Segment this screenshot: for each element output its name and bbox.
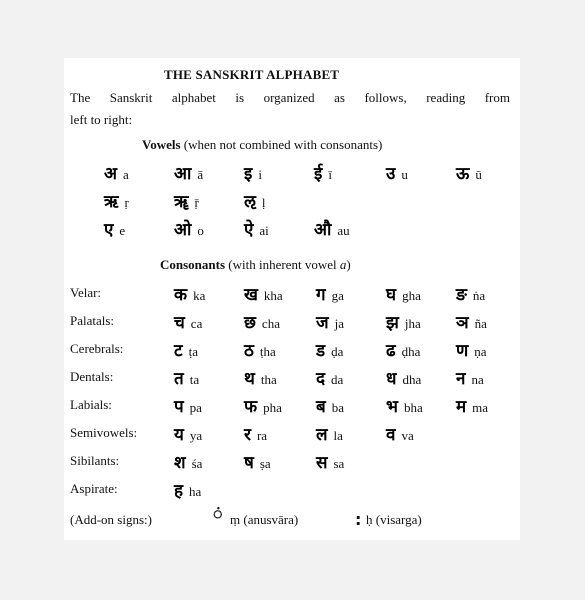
consonant-devanagari: ड <box>316 341 326 361</box>
consonants-heading-rest: (with inherent vowel <box>225 257 340 272</box>
consonant-devanagari: र <box>244 425 251 445</box>
consonants-heading-bold: Consonants <box>160 257 226 272</box>
vowel-transliteration: ṝ <box>194 195 199 210</box>
vowel-devanagari: ॠ <box>174 192 189 212</box>
page-title: THE SANSKRIT ALPHABET <box>164 67 340 82</box>
vowel-devanagari: ओ <box>174 220 192 240</box>
vowel-pair <box>386 161 408 184</box>
consonant-devanagari: ग <box>316 285 326 305</box>
consonant-devanagari: ण <box>456 341 469 361</box>
consonant-row <box>64 366 520 394</box>
vowel-pair <box>174 161 203 184</box>
consonant-pair <box>316 310 344 333</box>
vowel-transliteration: a <box>123 167 129 182</box>
consonant-transliteration: ra <box>256 428 268 443</box>
consonant-row <box>64 310 520 338</box>
vowel-devanagari: अ <box>104 164 117 184</box>
consonant-devanagari: श <box>174 453 186 473</box>
anusvara-text: ṃ (anusvāra) <box>230 512 299 527</box>
vowel-devanagari: ई <box>314 164 323 184</box>
consonant-transliteration: ṭha <box>259 344 276 359</box>
consonant-row <box>64 338 520 366</box>
vowel-transliteration: au <box>337 223 350 238</box>
consonant-transliteration: ṭa <box>188 344 198 359</box>
vowels-heading <box>142 137 382 153</box>
consonant-transliteration: bha <box>403 400 423 415</box>
vowel-pair <box>174 189 199 212</box>
consonant-devanagari: द <box>316 369 326 389</box>
consonant-devanagari: छ <box>244 313 256 333</box>
vowel-transliteration: e <box>119 223 126 238</box>
consonant-devanagari: ञ <box>456 313 469 333</box>
consonant-transliteration: da <box>331 372 344 387</box>
consonant-pair <box>316 366 343 389</box>
vowel-devanagari: ऌ <box>244 192 256 212</box>
consonant-pair <box>174 366 199 389</box>
consonant-row <box>64 394 520 422</box>
vowel-devanagari: औ <box>314 220 332 240</box>
vowel-transliteration: ḷ <box>261 195 266 210</box>
consonant-devanagari: ज <box>316 313 329 333</box>
vowel-devanagari: उ <box>386 164 396 184</box>
vowel-row <box>64 189 520 215</box>
vowel-transliteration: i <box>258 167 262 182</box>
vowel-pair <box>314 161 332 184</box>
consonant-pair <box>174 282 205 305</box>
consonant-transliteration: ña <box>474 316 487 331</box>
consonant-devanagari: ब <box>316 397 326 417</box>
consonant-transliteration: ḍa <box>331 344 344 359</box>
consonant-transliteration: ca <box>190 316 203 331</box>
consonant-transliteration: ṣa <box>259 456 271 471</box>
consonant-category: Dentals: <box>70 369 114 384</box>
consonant-transliteration: ḍha <box>401 344 421 359</box>
consonant-pair <box>174 310 202 333</box>
consonant-pair <box>316 338 343 361</box>
vowel-devanagari: आ <box>174 164 192 184</box>
consonant-pair <box>174 478 201 501</box>
vowel-pair <box>104 217 125 240</box>
consonant-pair <box>316 450 344 473</box>
consonant-transliteration: tha <box>260 372 277 387</box>
consonant-pair <box>386 422 414 445</box>
consonant-category: Aspirate: <box>70 481 118 496</box>
consonant-devanagari: प <box>174 397 184 417</box>
consonant-row <box>64 282 520 310</box>
consonant-pair <box>174 450 202 473</box>
consonant-devanagari: स <box>316 453 328 473</box>
vowel-transliteration: ū <box>475 167 482 182</box>
vowel-devanagari: ऐ <box>244 220 254 240</box>
consonant-devanagari: घ <box>386 285 397 305</box>
consonant-transliteration: va <box>401 428 414 443</box>
consonant-devanagari: ङ <box>456 285 467 305</box>
consonant-devanagari: थ <box>244 369 255 389</box>
consonant-transliteration: kha <box>263 288 283 303</box>
visarga-text: ḥ (visarga) <box>366 512 422 527</box>
consonant-pair <box>386 310 421 333</box>
consonant-devanagari: क <box>174 285 188 305</box>
consonant-category: Velar: <box>70 285 102 300</box>
vowel-pair <box>244 189 266 212</box>
consonant-devanagari: ख <box>244 285 258 305</box>
vowel-devanagari: ए <box>104 220 114 240</box>
consonant-transliteration: sa <box>333 456 345 471</box>
vowel-transliteration: ī <box>328 167 332 182</box>
consonant-pair <box>386 366 421 389</box>
consonant-transliteration: ha <box>189 484 202 499</box>
consonant-devanagari: व <box>386 425 396 445</box>
consonant-pair <box>244 422 267 445</box>
consonant-devanagari: ध <box>386 369 397 389</box>
consonant-pair <box>244 310 280 333</box>
consonant-devanagari: ढ <box>386 341 396 361</box>
consonant-devanagari: न <box>456 369 466 389</box>
consonant-transliteration: ja <box>334 316 345 331</box>
vowel-transliteration: ā <box>197 167 204 182</box>
consonant-pair <box>316 394 344 417</box>
consonants-heading-end: ) <box>346 257 351 272</box>
visarga-sign: : <box>355 510 362 529</box>
anusvara-sign: ं <box>213 504 223 523</box>
vowel-devanagari: ऋ <box>104 192 119 212</box>
consonant-category: Palatals: <box>70 313 115 328</box>
consonant-transliteration: ga <box>331 288 344 303</box>
consonant-row <box>64 422 520 450</box>
vowel-transliteration: u <box>401 167 408 182</box>
consonant-transliteration: la <box>333 428 343 443</box>
document-page <box>64 58 520 540</box>
consonant-row <box>64 450 520 478</box>
consonant-transliteration: śa <box>191 456 203 471</box>
consonant-pair <box>316 422 343 445</box>
consonant-pair <box>456 310 487 333</box>
consonant-transliteration: dha <box>402 372 422 387</box>
consonant-devanagari: भ <box>386 397 398 417</box>
consonant-devanagari: ल <box>316 425 328 445</box>
vowel-pair <box>456 161 482 184</box>
consonant-pair <box>386 338 420 361</box>
consonant-pair <box>456 394 488 417</box>
consonant-devanagari: झ <box>386 313 399 333</box>
consonant-category: Sibilants: <box>70 453 120 468</box>
vowel-devanagari: इ <box>244 164 253 184</box>
vowel-transliteration: ai <box>259 223 269 238</box>
consonant-transliteration: pha <box>263 400 282 415</box>
consonant-category: Semivowels: <box>70 425 138 440</box>
consonant-pair <box>244 338 276 361</box>
consonant-transliteration: ma <box>472 400 489 415</box>
consonant-pair <box>174 394 202 417</box>
vowel-transliteration: o <box>197 223 204 238</box>
consonant-pair <box>456 282 485 305</box>
vowel-pair <box>244 161 262 184</box>
consonant-devanagari: त <box>174 369 184 389</box>
consonant-pair <box>244 394 282 417</box>
consonant-transliteration: cha <box>261 316 280 331</box>
vowels-heading-rest: (when not combined with consonants) <box>180 137 383 152</box>
vowel-pair <box>104 161 129 184</box>
vowel-row <box>64 217 520 243</box>
consonant-transliteration: ka <box>193 288 206 303</box>
vowel-pair <box>314 217 350 240</box>
consonant-transliteration: ta <box>189 372 200 387</box>
consonant-devanagari: ठ <box>244 341 254 361</box>
vowels-heading-bold: Vowels <box>142 137 181 152</box>
consonant-pair <box>244 450 271 473</box>
consonant-category: Cerebrals: <box>70 341 124 356</box>
intro-line-2: left to right: <box>70 112 133 127</box>
vowel-pair <box>174 217 204 240</box>
consonant-devanagari: य <box>174 425 184 445</box>
vowel-transliteration: ṛ <box>124 195 129 210</box>
intro-paragraph <box>70 87 510 131</box>
consonant-transliteration: na <box>471 372 484 387</box>
consonant-devanagari: म <box>456 397 467 417</box>
consonant-pair <box>456 366 484 389</box>
consonant-devanagari: ष <box>244 453 254 473</box>
consonant-transliteration: gha <box>402 288 421 303</box>
consonant-transliteration: pa <box>189 400 202 415</box>
vowel-pair <box>104 189 129 212</box>
consonant-transliteration: ṅa <box>472 288 486 303</box>
consonant-pair <box>174 338 198 361</box>
consonant-transliteration: jha <box>404 316 421 331</box>
consonant-pair <box>244 366 277 389</box>
addon-label: (Add-on signs:) <box>70 512 152 527</box>
consonant-devanagari: च <box>174 313 185 333</box>
consonant-category: Labials: <box>70 397 112 412</box>
intro-line-1: The Sanskrit alphabet is organized as follows, reading from <box>70 90 510 105</box>
consonant-pair <box>386 282 421 305</box>
consonant-pair <box>174 422 202 445</box>
consonant-pair <box>456 338 487 361</box>
consonants-heading <box>160 257 351 273</box>
vowel-devanagari: ऊ <box>456 164 470 184</box>
vowel-pair <box>244 217 269 240</box>
consonant-pair <box>386 394 423 417</box>
consonant-row <box>64 478 520 506</box>
consonant-transliteration: ba <box>331 400 344 415</box>
vowel-row <box>64 161 520 187</box>
consonant-transliteration: ṇa <box>474 344 487 359</box>
consonant-devanagari: ह <box>174 481 184 501</box>
consonant-pair <box>316 282 344 305</box>
consonant-devanagari: ट <box>174 341 183 361</box>
consonant-devanagari: फ <box>244 397 258 417</box>
consonant-transliteration: ya <box>189 428 203 443</box>
consonants-heading-italic: a <box>339 257 347 272</box>
consonant-pair <box>244 282 283 305</box>
